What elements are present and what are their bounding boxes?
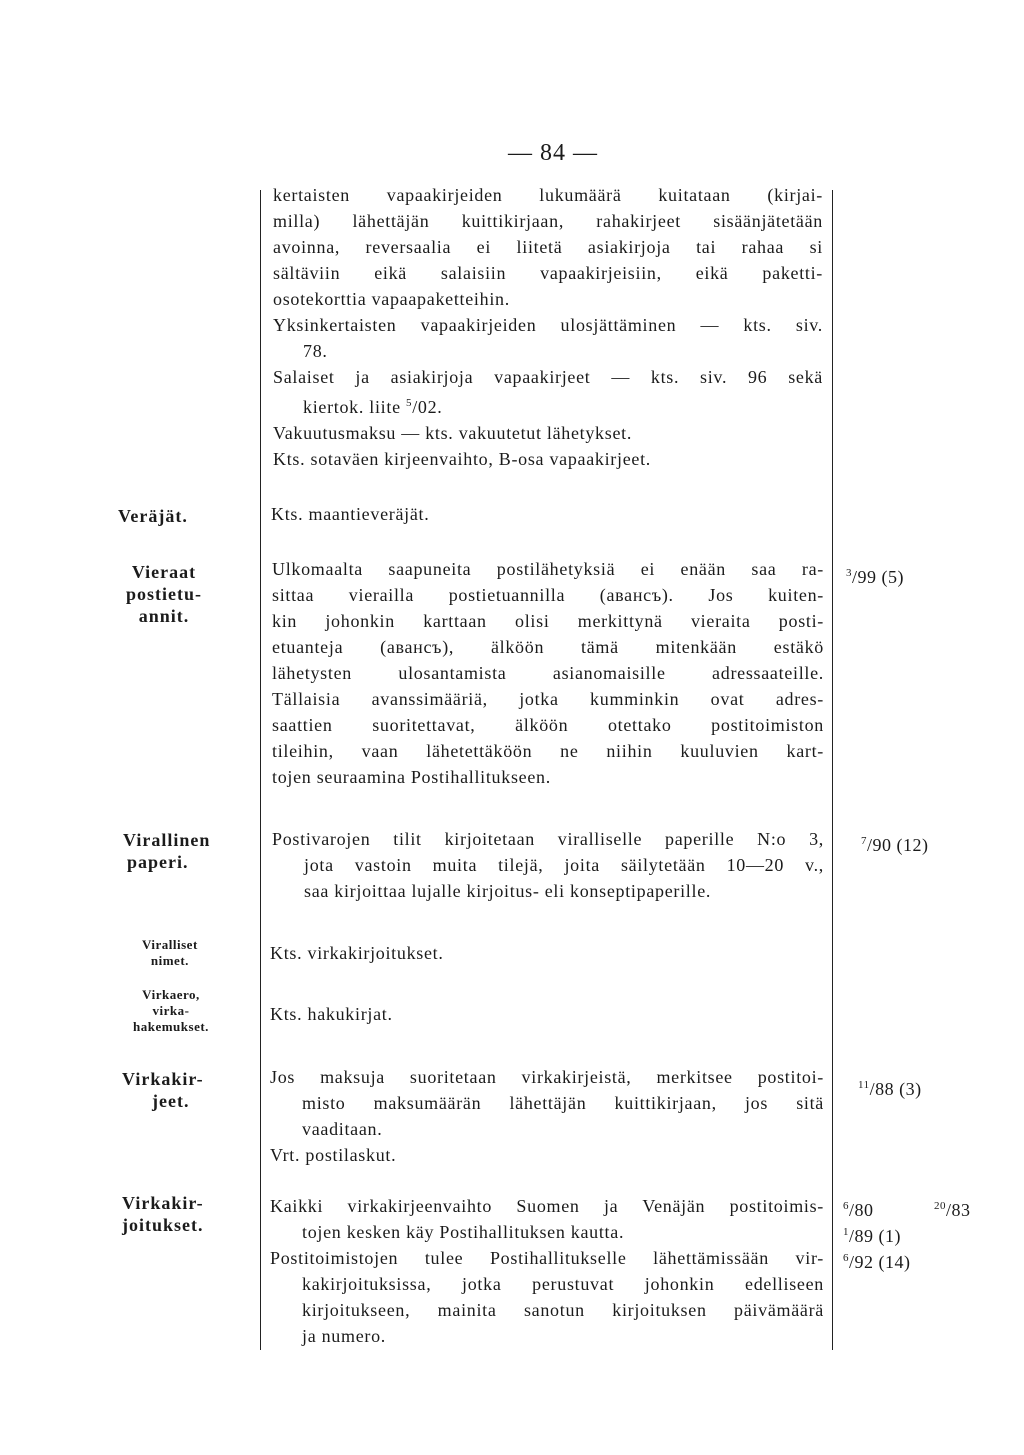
verajat-text: Kts. maantieveräjät. bbox=[271, 504, 430, 524]
text-line: Postitoimistojen tulee Postihallitukselle lähettämissään vir- bbox=[270, 1248, 824, 1268]
reference-text: /89 (1) bbox=[849, 1226, 901, 1246]
text-line: lähetysten ulosantamista asianomaisille adressaateille. bbox=[272, 663, 824, 683]
text-line: saa kirjoittaa lujalle kirjoitus- eli konseptipaperille. bbox=[304, 881, 712, 901]
text-line: sittaa vierailla postietuannilla (авансъ). Jos kuiten- bbox=[272, 585, 824, 605]
side-heading-line: Viralliset bbox=[142, 937, 198, 952]
text-line: Kaikki virkakirjeenvaihto Suomen ja Venäjän postitoimis- bbox=[270, 1196, 824, 1216]
side-heading-line: virka- bbox=[152, 1003, 190, 1018]
page-number: — 84 — bbox=[508, 140, 598, 166]
superscript-month: 20 bbox=[934, 1200, 946, 1212]
side-heading-line: hakemukset. bbox=[133, 1019, 209, 1034]
text-line: misto maksumäärän lähettäjän kuittikirjaan, jos sitä bbox=[302, 1093, 824, 1113]
virkaero-text: Kts. hakukirjat. bbox=[270, 1004, 393, 1024]
side-heading-line: Virkaero, bbox=[142, 987, 200, 1002]
text-line: tileihin, vaan lähetettäköön ne niihin kuuluvien kart- bbox=[272, 741, 824, 761]
cross-reference-note: Salaiset ja asiakirjoja vapaakirjeet — kts. siv. 96 sekä bbox=[273, 367, 823, 387]
side-heading-virallinen bbox=[123, 829, 210, 873]
text-line: sältäviin eikä salaisiin vapaakirjeisiin, eikä paketti- bbox=[273, 263, 823, 283]
side-heading-line: Veräjät. bbox=[118, 506, 188, 526]
side-heading-line: joitukset. bbox=[122, 1215, 204, 1235]
side-heading-viralliset-nimet bbox=[142, 937, 198, 969]
side-heading-line: Virkakir- bbox=[122, 1069, 204, 1089]
side-heading-line: jeet. bbox=[152, 1091, 190, 1111]
superscript-month: 11 bbox=[858, 1079, 870, 1091]
side-heading-line: nimet. bbox=[150, 953, 189, 968]
text-line bbox=[273, 390, 823, 420]
date-reference bbox=[934, 1193, 971, 1223]
side-heading-virkakirjeet bbox=[122, 1068, 204, 1112]
cross-reference-note: Vakuutusmaksu — kts. vakuutetut lähetykset. bbox=[273, 423, 633, 443]
text-line: kin johonkin karttaan olisi merkittynä vieraita posti- bbox=[272, 611, 824, 631]
date-reference bbox=[846, 560, 904, 590]
virkakirjoitukset-paragraph bbox=[270, 1193, 824, 1349]
reference-text: /90 (12) bbox=[867, 835, 929, 855]
text-line: kertaisten vapaakirjeiden lukumäärä kuitataan (kirjai- bbox=[273, 185, 823, 205]
text-line: Jos maksuja suoritetaan virkakirjeistä, merkitsee postitoi- bbox=[270, 1067, 824, 1087]
date-reference bbox=[861, 828, 929, 858]
text-line: 78. bbox=[303, 341, 328, 361]
side-heading-line: annit. bbox=[138, 606, 190, 626]
date-reference bbox=[843, 1245, 911, 1275]
text-line: Tällaisia avanssimääriä, jotka kumminkin ovat adres- bbox=[272, 689, 824, 709]
vieraat-paragraph bbox=[272, 556, 824, 790]
superscript-month: 6 bbox=[843, 1252, 849, 1264]
text-line: Postivarojen tilit kirjoitetaan viralliselle paperille N:o 3, bbox=[272, 829, 824, 849]
text-line: etuanteja (авансъ), älköön tämä mitenkään estäkö bbox=[272, 637, 824, 657]
reference-text: /80 bbox=[849, 1200, 874, 1220]
text-line: jota vastoin muita tilejä, joita säilytetään 10—20 v., bbox=[304, 855, 824, 875]
side-heading-line: postietu- bbox=[126, 584, 202, 604]
superscript-month: 6 bbox=[843, 1200, 849, 1212]
text-line: osotekorttia vapaapaketteihin. bbox=[273, 289, 510, 309]
side-heading-line: Vieraat bbox=[131, 562, 197, 582]
left-margin-rule bbox=[260, 190, 261, 1350]
text-line: ja numero. bbox=[302, 1326, 386, 1346]
side-heading-line: Virallinen bbox=[123, 830, 211, 850]
date-reference bbox=[858, 1072, 922, 1102]
reference-text: /92 (14) bbox=[849, 1252, 911, 1272]
virkakirjeet-paragraph bbox=[270, 1064, 824, 1168]
side-heading-line: paperi. bbox=[127, 852, 189, 872]
text-line: /02. bbox=[412, 397, 443, 417]
text-line: tojen seuraamina Postihallitukseen. bbox=[272, 767, 551, 787]
superscript-month: 1 bbox=[843, 1226, 849, 1238]
text-line: milla) lähettäjän kuittikirjaan, rahakirjeet sisäänjätetään bbox=[273, 211, 823, 231]
text-line: kiertok. liite bbox=[303, 397, 406, 417]
text-line: kakirjoituksissa, jotka perustuvat johonkin edelliseen bbox=[302, 1274, 824, 1294]
intro-paragraph bbox=[273, 182, 823, 472]
text-line: avoinna, reversaalia ei liitetä asiakirjoja tai rahaa si bbox=[273, 237, 823, 257]
virallinen-paragraph bbox=[272, 826, 824, 904]
text-line: Ulkomaalta saapuneita postilähetyksiä ei enään saa ra- bbox=[272, 559, 824, 579]
superscript-month: 7 bbox=[861, 835, 867, 847]
superscript-month: 5 bbox=[405, 397, 413, 409]
cross-reference-note: Kts. sotaväen kirjeenvaihto, B-osa vapaakirjeet. bbox=[273, 449, 651, 469]
text-line: kirjoitukseen, mainita sanotun kirjoituksen päivämäärä bbox=[302, 1300, 824, 1320]
right-margin-rule bbox=[832, 190, 833, 1350]
text-line: vaaditaan. bbox=[302, 1119, 383, 1139]
viralliset-nimet-text: Kts. virkakirjoitukset. bbox=[270, 943, 444, 963]
side-heading-line: Virkakir- bbox=[122, 1193, 204, 1213]
side-heading-virkaero bbox=[133, 987, 209, 1035]
text-line: tojen kesken käy Postihallituksen kautta. bbox=[302, 1222, 625, 1242]
text-line: saattien suoritettavat, älköön otettako postitoimiston bbox=[272, 715, 824, 735]
side-heading-verajat bbox=[118, 505, 188, 527]
cross-reference-note: Yksinkertaisten vapaakirjeiden ulosjättäminen — kts. siv. bbox=[273, 315, 823, 335]
superscript-month: 3 bbox=[846, 567, 852, 579]
reference-text: /99 (5) bbox=[852, 567, 904, 587]
reference-text: /88 (3) bbox=[869, 1079, 922, 1099]
side-heading-virkakirjoitukset bbox=[122, 1192, 204, 1236]
side-heading-vieraat bbox=[126, 561, 202, 627]
reference-text: /83 bbox=[946, 1200, 971, 1220]
text-line: Vrt. postilaskut. bbox=[270, 1145, 397, 1165]
